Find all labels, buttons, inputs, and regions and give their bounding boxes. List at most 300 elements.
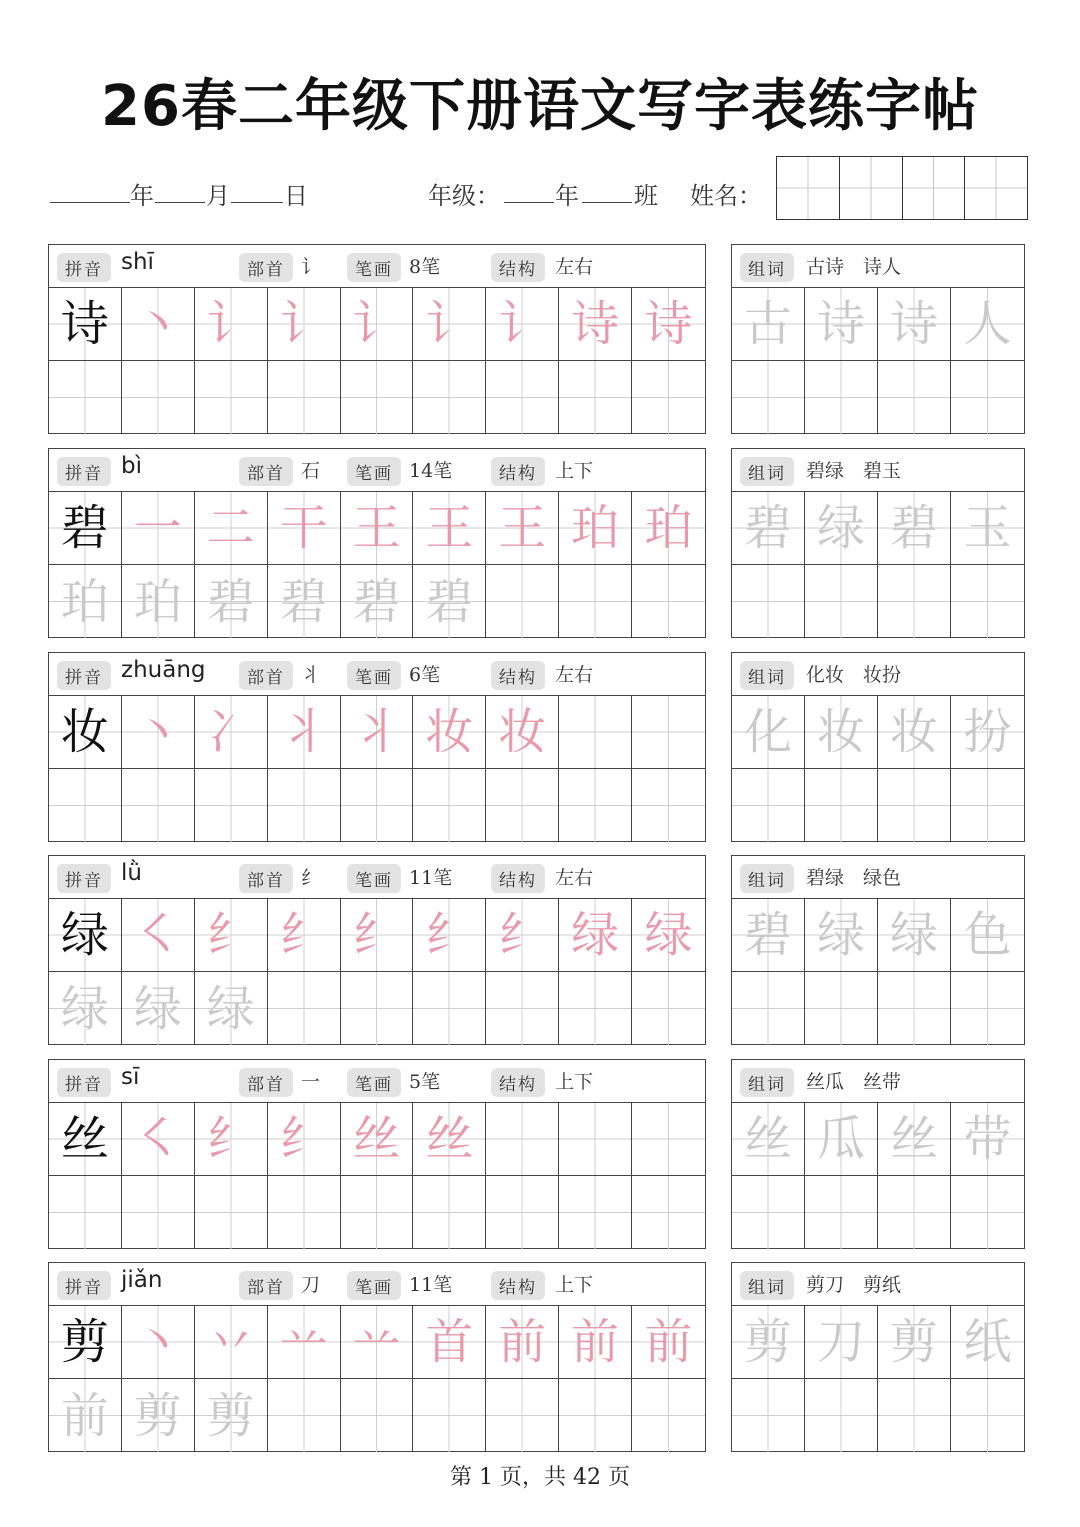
word-cell[interactable] [951,1176,1024,1249]
word-trace-glyph: 绿 [816,500,865,556]
trace-character[interactable] [341,565,414,638]
word-header [732,245,1024,288]
word-trace-glyph: 绿 [889,907,938,963]
pinyin-label: 拼音 [57,253,111,282]
practice-cell[interactable] [268,972,341,1045]
word-practice-block [731,1262,1025,1452]
word-cell[interactable] [732,769,805,842]
practice-cell[interactable] [413,769,486,842]
stroke-order-step[interactable] [195,1306,268,1379]
glyph: 珀 [60,573,109,630]
practice-cell[interactable] [341,972,414,1045]
word-trace-glyph: 碧 [743,907,792,963]
word-cell[interactable] [878,1306,951,1379]
word-trace-glyph: 碧 [743,500,792,556]
practice-cell[interactable] [486,972,559,1045]
word-practice-block [731,1059,1025,1249]
stroke-order-step[interactable] [122,696,195,769]
model-character [49,899,122,972]
structure-value: 上下 [555,460,594,482]
word-cell[interactable] [732,1103,805,1176]
word-grid [732,1306,1024,1452]
word-cell[interactable] [732,361,805,434]
grade-label: 年级： [428,182,500,210]
practice-cell[interactable] [559,565,632,638]
practice-cell[interactable] [122,361,195,434]
word-cell[interactable] [878,696,951,769]
day-blank[interactable] [231,176,283,203]
year-label: 年 [130,182,154,210]
glyph: 绿 [60,907,109,963]
practice-cell[interactable] [268,1379,341,1452]
radical-value: 讠 [301,256,321,278]
word-trace-glyph: 丝 [743,1111,792,1167]
word-cell[interactable] [732,972,805,1045]
model-character [49,288,122,361]
trace-character[interactable] [195,972,268,1045]
word-cell[interactable] [732,288,805,361]
word-cell[interactable] [732,899,805,972]
practice-cell[interactable] [486,1176,559,1249]
word-header [732,1263,1024,1306]
structure-label: 结构 [491,661,545,690]
stroke-order-step[interactable] [559,492,632,565]
stroke-order-step[interactable] [486,696,559,769]
day-label: 日 [284,182,308,210]
word-cell[interactable] [951,1306,1024,1379]
words-value: 剪刀 剪纸 [806,1274,902,1296]
strokes-label: 笔画 [347,457,401,486]
word-trace-glyph: 纸 [963,1314,1012,1370]
practice-cell[interactable] [49,361,122,434]
practice-cell[interactable] [632,565,705,638]
word-cell[interactable] [805,696,878,769]
word-cell[interactable] [805,361,878,434]
stroke-order-step[interactable] [268,1103,341,1176]
trace-character[interactable] [122,972,195,1045]
character-practice-block [48,448,706,638]
word-trace-glyph: 妆 [889,704,938,760]
practice-cell[interactable] [413,361,486,434]
radical-value: 纟 [301,867,321,889]
glyph: 绿 [133,980,182,1037]
glyph: 丷 [206,1314,255,1370]
practice-cell[interactable] [486,1103,559,1176]
stroke-order-step[interactable] [122,1103,195,1176]
words-value: 碧绿 碧玉 [806,460,902,482]
stroke-order-step[interactable] [486,1306,559,1379]
word-cell[interactable] [805,1103,878,1176]
trace-character[interactable] [49,565,122,638]
word-cell[interactable] [878,288,951,361]
stroke-order-step[interactable] [486,492,559,565]
practice-cell[interactable] [559,1379,632,1452]
glyph: 讠 [279,296,328,352]
radical-value: 丬 [301,664,321,686]
stroke-order-step[interactable] [413,696,486,769]
character-info-header [49,449,705,492]
practice-cell[interactable] [195,769,268,842]
grade-blank[interactable] [504,176,554,203]
strokes-value: 5笔 [409,1071,441,1093]
stroke-order-step[interactable] [268,899,341,972]
glyph: 䒑 [279,1314,328,1370]
word-practice-block [731,855,1025,1045]
word-cell[interactable] [951,565,1024,638]
word-cell[interactable] [878,769,951,842]
glyph: 丬 [279,704,328,760]
word-cell[interactable] [805,492,878,565]
practice-cell[interactable] [559,361,632,434]
pinyin-label: 拼音 [57,457,111,486]
radical-label: 部首 [239,457,293,486]
word-cell[interactable] [805,1176,878,1249]
word-cell[interactable] [878,565,951,638]
words-label: 组词 [740,661,794,690]
name-cell[interactable] [840,157,903,219]
glyph: 诗 [60,296,109,352]
glyph: 一 [133,500,182,556]
word-header [732,1060,1024,1103]
words-label: 组词 [740,864,794,893]
stroke-order-step[interactable] [413,1103,486,1176]
word-cell[interactable] [805,565,878,638]
word-cell[interactable] [805,972,878,1045]
glyph: 诗 [644,296,693,352]
practice-cell[interactable] [49,769,122,842]
stroke-order-step[interactable] [122,1306,195,1379]
trace-character[interactable] [195,565,268,638]
trace-character[interactable] [195,1379,268,1452]
glyph: 前 [60,1387,109,1444]
pinyin-label: 拼音 [57,864,111,893]
stroke-order-step[interactable] [195,1103,268,1176]
word-trace-glyph: 丝 [889,1111,938,1167]
character-info-header [49,1060,705,1103]
model-character [49,492,122,565]
glyph: 丶 [133,1314,182,1370]
trace-character[interactable] [49,972,122,1045]
glyph: 珀 [571,500,620,556]
stroke-order-step[interactable] [486,899,559,972]
stroke-order-step[interactable] [195,696,268,769]
word-cell[interactable] [805,769,878,842]
name-cell[interactable] [903,157,966,219]
class-blank[interactable] [582,176,632,203]
word-cell[interactable] [878,899,951,972]
stroke-order-step[interactable] [341,696,414,769]
practice-cell[interactable] [559,1103,632,1176]
glyph: 剪 [206,1387,255,1444]
word-trace-glyph: 瓜 [816,1111,865,1167]
glyph: 讠 [206,296,255,352]
strokes-label: 笔画 [347,1271,401,1300]
character-info-header [49,856,705,899]
stroke-order-step[interactable] [486,288,559,361]
stroke-order-step[interactable] [413,1306,486,1379]
word-cell[interactable] [878,972,951,1045]
word-cell[interactable] [951,288,1024,361]
word-cell[interactable] [732,696,805,769]
glyph: 讠 [352,296,401,352]
word-trace-glyph: 妆 [816,704,865,760]
practice-cell[interactable] [559,972,632,1045]
practice-cell[interactable] [413,972,486,1045]
radical-value: 刀 [301,1274,321,1296]
stroke-order-step[interactable] [122,899,195,972]
word-practice-block [731,448,1025,638]
glyph: 纟 [279,907,328,963]
stroke-order-step[interactable] [632,492,705,565]
glyph: 纟 [425,907,474,963]
stroke-order-step[interactable] [413,492,486,565]
word-cell[interactable] [805,288,878,361]
character-practice-block [48,855,706,1045]
word-cell[interactable] [951,1379,1024,1452]
practice-cell[interactable] [195,1176,268,1249]
word-cell[interactable] [732,565,805,638]
word-trace-glyph: 化 [743,704,792,760]
structure-value: 左右 [555,664,594,686]
trace-character[interactable] [268,565,341,638]
radical-label: 部首 [239,1271,293,1300]
stroke-order-step[interactable] [341,1306,414,1379]
stroke-order-step[interactable] [122,492,195,565]
practice-cell[interactable] [413,1176,486,1249]
word-cell[interactable] [951,972,1024,1045]
practice-cell[interactable] [559,769,632,842]
glyph: 干 [279,500,328,556]
date-grade-line [50,176,770,212]
glyph: 纟 [498,907,547,963]
class-label: 班 [634,182,658,210]
glyph: 冫 [206,704,255,760]
glyph: 讠 [498,296,547,352]
glyph: 珀 [644,500,693,556]
word-cell[interactable] [878,361,951,434]
word-trace-glyph: 诗 [816,296,865,352]
practice-cell[interactable] [268,769,341,842]
word-cell[interactable] [951,492,1024,565]
practice-cell[interactable] [559,696,632,769]
pinyin-label: 拼音 [57,661,111,690]
practice-cell[interactable] [632,1379,705,1452]
glyph: 剪 [133,1387,182,1444]
word-cell[interactable] [951,361,1024,434]
word-trace-glyph: 色 [963,907,1012,963]
word-cell[interactable] [878,1379,951,1452]
word-trace-glyph: 刀 [816,1314,865,1370]
word-trace-glyph: 绿 [816,907,865,963]
glyph: 丝 [352,1111,401,1167]
glyph: 绿 [206,980,255,1037]
practice-cell[interactable] [486,361,559,434]
trace-character[interactable] [122,1379,195,1452]
word-grid [732,492,1024,638]
stroke-order-step[interactable] [195,899,268,972]
stroke-order-step[interactable] [268,288,341,361]
glyph: 珀 [133,573,182,630]
word-cell[interactable] [805,1306,878,1379]
word-cell[interactable] [878,1176,951,1249]
character-practice-block [48,652,706,842]
words-value: 古诗 诗人 [806,256,902,278]
stroke-order-step[interactable] [195,288,268,361]
practice-cell[interactable] [632,1103,705,1176]
name-box[interactable] [776,156,1028,220]
practice-cell[interactable] [632,1176,705,1249]
practice-cell[interactable] [632,696,705,769]
month-blank[interactable] [155,176,205,203]
words-label: 组词 [740,1068,794,1097]
practice-grid [49,288,705,434]
stroke-order-step[interactable] [559,1306,632,1379]
practice-grid [49,696,705,842]
stroke-order-step[interactable] [268,492,341,565]
practice-cell[interactable] [486,1379,559,1452]
stroke-order-step[interactable] [632,288,705,361]
practice-cell[interactable] [341,1176,414,1249]
practice-cell[interactable] [413,1379,486,1452]
glyph: 碧 [279,573,328,630]
practice-cell[interactable] [632,769,705,842]
glyph: 王 [352,500,401,556]
practice-grid [49,492,705,638]
glyph: 王 [498,500,547,556]
page-footer: 第 1 页，共 42 页 [450,1465,630,1490]
stroke-order-step[interactable] [268,1306,341,1379]
glyph: 丝 [60,1111,109,1167]
stroke-order-step[interactable] [341,492,414,565]
trace-character[interactable] [49,1379,122,1452]
glyph: 纟 [279,1111,328,1167]
practice-cell[interactable] [268,1176,341,1249]
glyph: 纟 [206,907,255,963]
pinyin-label: 拼音 [57,1068,111,1097]
stroke-order-step[interactable] [341,288,414,361]
practice-cell[interactable] [341,361,414,434]
stroke-order-step[interactable] [122,288,195,361]
pinyin-value: zhuāng [121,657,206,683]
stroke-order-step[interactable] [341,1103,414,1176]
pinyin-label: 拼音 [57,1271,111,1300]
glyph: 妆 [60,704,109,760]
word-practice-block [731,244,1025,434]
glyph: 纟 [206,1111,255,1167]
words-value: 丝瓜 丝带 [806,1071,902,1093]
word-header [732,856,1024,899]
practice-cell[interactable] [122,1176,195,1249]
word-trace-glyph: 剪 [743,1314,792,1370]
stroke-order-step[interactable] [632,899,705,972]
word-cell[interactable] [878,492,951,565]
trace-character[interactable] [122,565,195,638]
word-trace-glyph: 碧 [889,500,938,556]
name-cell[interactable] [965,157,1027,219]
word-cell[interactable] [805,1379,878,1452]
word-cell[interactable] [951,769,1024,842]
stroke-order-step[interactable] [195,492,268,565]
structure-value: 左右 [555,256,594,278]
word-grid [732,288,1024,434]
glyph: 二 [206,500,255,556]
stroke-order-step[interactable] [268,696,341,769]
stroke-order-step[interactable] [413,899,486,972]
practice-cell[interactable] [268,361,341,434]
stroke-order-step[interactable] [559,899,632,972]
glyph: 王 [425,500,474,556]
stroke-order-step[interactable] [632,1306,705,1379]
name-label: 姓名： [690,182,762,210]
practice-cell[interactable] [195,361,268,434]
word-cell[interactable] [951,696,1024,769]
structure-value: 上下 [555,1274,594,1296]
word-grid [732,1103,1024,1249]
strokes-label: 笔画 [347,1068,401,1097]
name-cell[interactable] [777,157,840,219]
practice-grid [49,899,705,1045]
word-cell[interactable] [732,1379,805,1452]
structure-label: 结构 [491,1068,545,1097]
word-trace-glyph: 人 [963,296,1012,352]
trace-character[interactable] [413,565,486,638]
word-cell[interactable] [732,1306,805,1379]
word-trace-glyph: 诗 [889,296,938,352]
practice-cell[interactable] [49,1176,122,1249]
stroke-order-step[interactable] [413,288,486,361]
word-cell[interactable] [951,899,1024,972]
stroke-order-step[interactable] [341,899,414,972]
glyph: 丶 [133,704,182,760]
practice-cell[interactable] [341,769,414,842]
stroke-order-step[interactable] [559,288,632,361]
structure-label: 结构 [491,253,545,282]
word-header [732,449,1024,492]
word-cell[interactable] [878,1103,951,1176]
pinyin-value: jiǎn [121,1267,163,1293]
radical-label: 部首 [239,864,293,893]
word-cell[interactable] [732,492,805,565]
structure-label: 结构 [491,864,545,893]
practice-cell[interactable] [486,769,559,842]
word-cell[interactable] [805,899,878,972]
word-trace-glyph: 带 [963,1111,1012,1167]
structure-label: 结构 [491,1271,545,1300]
page-title: 26春二年级下册语文写字表练字帖 [101,74,979,139]
practice-cell[interactable] [486,565,559,638]
month-label: 月 [206,182,230,210]
words-value: 碧绿 绿色 [806,867,902,889]
glyph: 绿 [644,907,693,963]
glyph: 丬 [352,704,401,760]
word-cell[interactable] [732,1176,805,1249]
model-character [49,696,122,769]
practice-cell[interactable] [341,1379,414,1452]
practice-cell[interactable] [632,361,705,434]
word-trace-glyph: 扮 [963,704,1012,760]
glyph: 碧 [60,500,109,556]
year-blank[interactable] [50,176,130,203]
radical-label: 部首 [239,661,293,690]
word-cell[interactable] [951,1103,1024,1176]
practice-cell[interactable] [632,972,705,1045]
strokes-label: 笔画 [347,253,401,282]
model-character [49,1306,122,1379]
pinyin-value: shī [121,249,154,275]
glyph: 纟 [352,907,401,963]
practice-cell[interactable] [559,1176,632,1249]
practice-cell[interactable] [122,769,195,842]
